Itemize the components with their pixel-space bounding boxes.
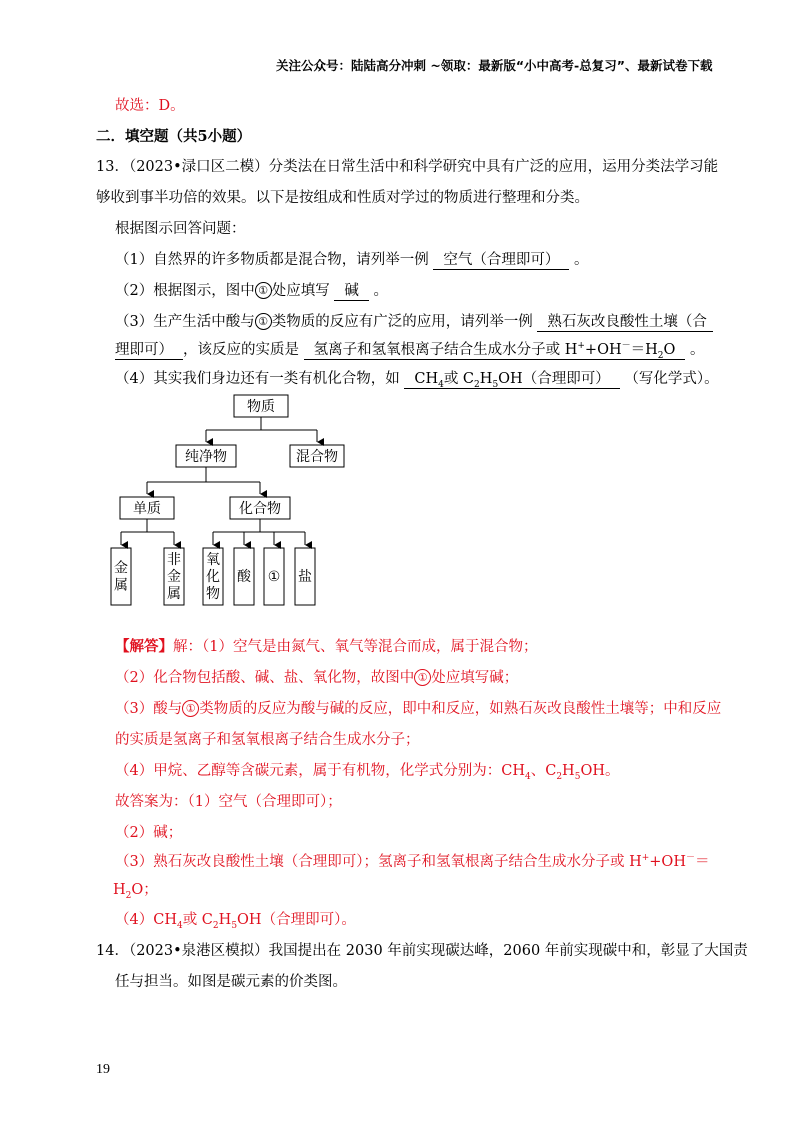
pure-label: 纯净物 (185, 449, 227, 465)
solution-line-3: （3）酸与 ① 类物质的反应为酸与碱的反应，即中和反应，如熟石灰改良酸性土壤等；中和反应 (115, 701, 722, 717)
leaf-box (111, 548, 131, 605)
q13-p3-answer-1-cont: 理即可） (115, 341, 183, 360)
compound-label: 化合物 (239, 501, 281, 517)
solution-line-4: 的实质是氢离子和氢氧根离子结合生成水分子； (115, 732, 420, 748)
solution-line-9: $H_2O$； (113, 882, 158, 901)
root-label: 物质 (247, 399, 275, 415)
solution-tag: 【解答】 (115, 638, 173, 655)
page-header: 关注公众号：陆陆高分冲刺 ~领取：最新版“小中高考-总复习”、最新试卷下载 (276, 58, 713, 73)
solution-line-2: （2）化合物包括酸、碱、盐、氧化物，故图中 ① 处应填写碱； (115, 670, 519, 686)
circled-one-icon: ① (255, 282, 272, 299)
q13-part-3-line-1 (115, 312, 713, 332)
q13-p3-prompt: （3）生产生活中酸与 (115, 314, 255, 330)
q13-p1-end: 。 (573, 252, 589, 268)
solution-line-7: （2）碱； (115, 825, 183, 841)
q13-part-2 (115, 281, 388, 301)
leaf-label: 金 (167, 569, 181, 585)
element-label: 单质 (133, 501, 161, 517)
solution-line-6: 故答案为：（1）空气（合理即可）； (115, 794, 342, 810)
q13-line-3: 根据图示回答问题： (115, 221, 246, 237)
q13-p3-answer-1: 熟石灰改良酸性土壤（合 (537, 313, 713, 332)
q13-part-1 (115, 250, 588, 270)
leaf-label: 盐 (298, 569, 312, 585)
q13-p3-end: 。 (690, 342, 705, 358)
q13-part-3-line-2 (115, 340, 705, 360)
q13-p1-prompt: （1）自然界的许多物质都是混合物，请列举一例 (115, 252, 429, 268)
solution-line-10: $(4)CH_4$或 $C_2H_5OH$（合理即可）。 (115, 912, 356, 931)
page-number: 19 (96, 1062, 110, 1077)
leaf-label: 化 (206, 569, 220, 585)
circled-one-icon: ① (182, 700, 199, 717)
mixture-label: 混合物 (296, 449, 338, 465)
q13-line-1: 13．（2023•渌口区二模）分类法在日常生活中和科学研究中具有广泛的应用，运用分类法学习能 (96, 159, 719, 175)
q13-p2-mid: 处应填写 (271, 283, 330, 299)
q13-p3-answer-2: 氢离子和氢氧根离子结合生成水分子或 $H^++OH^-=H_2O$ (304, 341, 686, 360)
previous-answer: 故选：D。 (115, 98, 185, 114)
q13-p3-mid-2: ，该反应的实质是 (183, 342, 299, 358)
leaf-label: 属 (114, 577, 128, 594)
solution-line-1: 【解答】解：（1）空气是由氮气、氧气等混合而成，属于混合物； (115, 638, 538, 655)
solution-line-8: （3）熟石灰改良酸性土壤（合理即可）；氢离子和氢氧根离子结合生成水分子或 H++OH－＝ (115, 853, 710, 870)
solution-line-5: （4）甲烷、乙醇等含碳元素，属于有机物，化学式分别为：$CH_4$、$C_2H_5OH$。 (115, 763, 620, 782)
q13-p4-answer: $CH_4$或 $C_2H_5OH$（合理即可） (404, 370, 619, 389)
q13-p2-end: 。 (373, 283, 388, 299)
leaf-label: ① (267, 569, 281, 585)
q13-p1-answer: 空气（合理即可） (433, 251, 569, 270)
q14-line-2: 任与担当。如图是碳元素的价类图。 (115, 974, 347, 990)
leaf-label: 氧 (206, 552, 220, 568)
q13-p4-end: （写化学式）。 (624, 371, 719, 387)
circled-one-icon: ① (414, 669, 431, 686)
q13-line-2: 够收到事半功倍的效果。以下是按组成和性质对学过的物质进行整理和分类。 (96, 190, 589, 206)
q13-p2-answer: 碱 (334, 282, 369, 301)
q13-part-4 (115, 369, 719, 389)
leaf-label: 非 (167, 552, 181, 568)
q13-p4-prompt: （4）其实我们身边还有一类有机化合物，如 (115, 371, 400, 387)
leaf-label: 酸 (237, 569, 251, 585)
classification-diagram (100, 390, 360, 615)
q13-p3-mid: 类物质的反应有广泛的应用，请列举一例 (271, 314, 533, 330)
circled-one-icon: ① (255, 313, 272, 330)
section-title: 二．填空题（共5小题） (96, 128, 252, 145)
q14-line-1: 14．（2023•泉港区模拟）我国提出在 2030 年前实现碳达峰，2060 年前实现碳中和，彰显了大国责 (96, 943, 748, 959)
q13-p2-prompt: （2）根据图示，图中 (115, 283, 255, 299)
leaf-label: 物 (206, 586, 220, 602)
leaf-label: 属 (167, 586, 181, 602)
leaf-label: 金 (114, 560, 128, 577)
